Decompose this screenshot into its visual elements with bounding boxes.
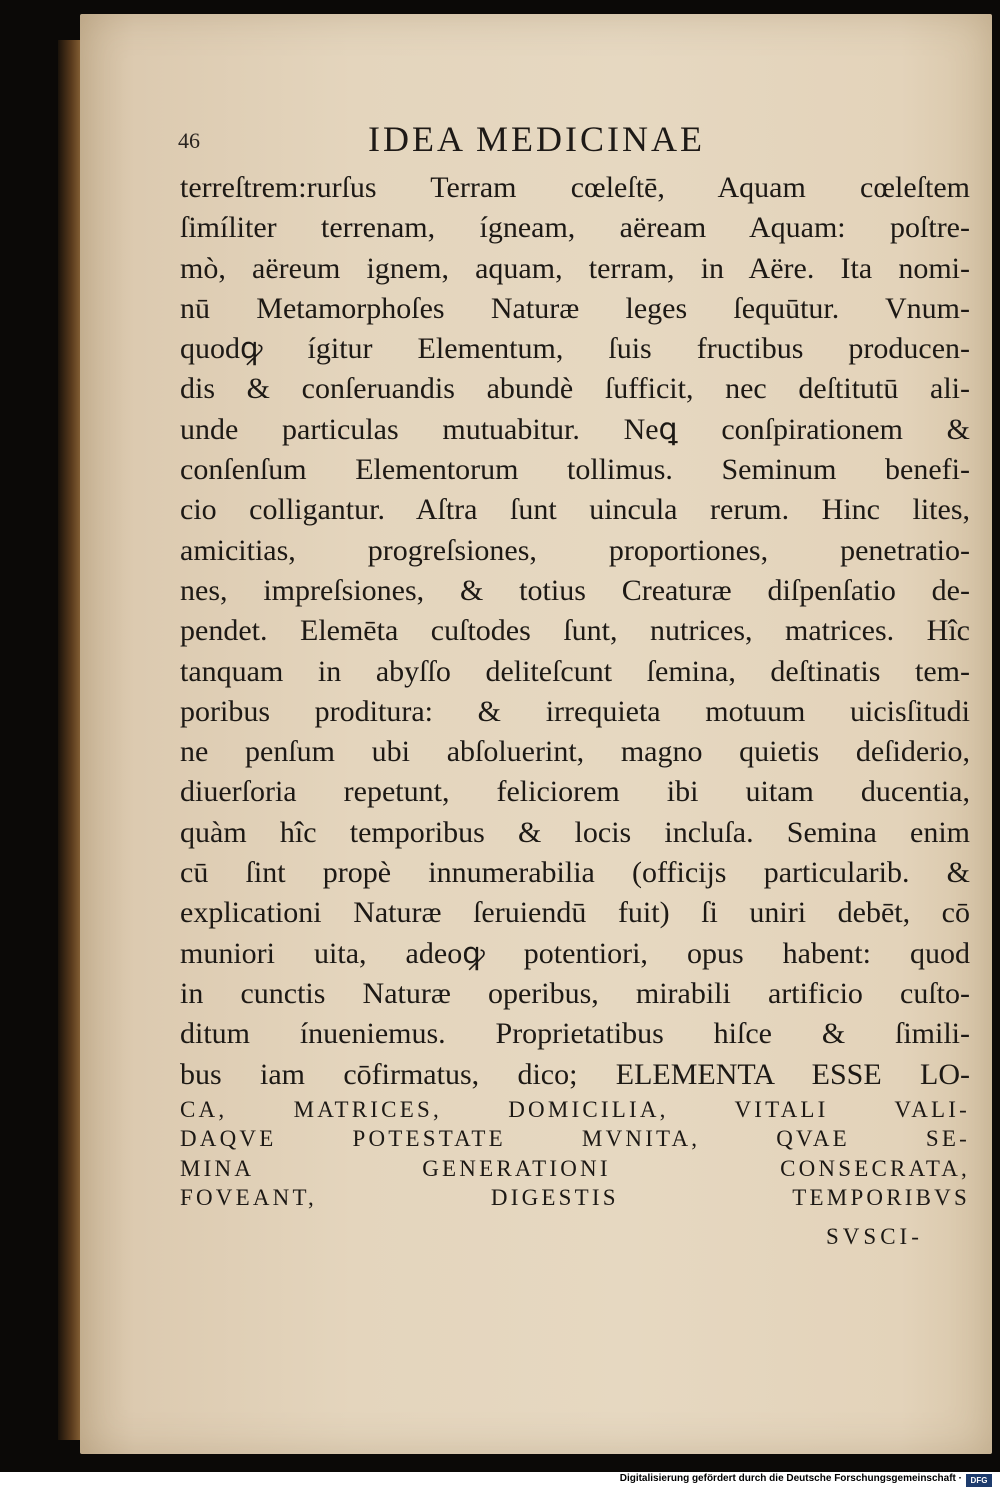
text-line: tanquam in abyſſo delitеſcunt ſemina, deſtinatis tem- — [180, 654, 970, 688]
text-line: cio colligantur. Aſtra ſunt uincula rerum. Hinc lites, — [180, 493, 970, 527]
page-number: 46 — [178, 128, 200, 153]
running-head — [178, 118, 938, 168]
footer-bar — [0, 1472, 1000, 1490]
text-line: ſimíliter terrenam, ígneam, aëream Aquam: poſtre- — [180, 211, 970, 245]
text-line: muniori uita, adeoꝙ potentiori, opus habent: quod — [180, 936, 970, 970]
text-line: ditum ínueniemus. Proprietatibus hiſce & ſimili- — [180, 1017, 970, 1051]
catchword: SVSCI- — [826, 1224, 923, 1249]
text-line: diuerſoria repetunt, feliciorem ibi uitam ducentia, — [180, 775, 970, 809]
caps-line: FOVEANT, DIGESTIS TEMPORIBVS — [180, 1185, 970, 1211]
text-line: terreſtrem:rurſus Terram cœleſtē, Aquam cœleſtem — [180, 171, 970, 204]
caps-line: MINA GENERATIONI CONSECRATA, — [180, 1155, 970, 1181]
body-text — [180, 168, 970, 1213]
text-line: conſenſum Elementorum tollimus. Seminum benefi- — [180, 453, 970, 487]
text-line: poribus proditura: & irrequieta motuum uicisſitudi — [180, 694, 970, 728]
text-line: explicationi Naturæ ſeruiendū fuit) ſi uniri debēt, cō — [180, 896, 970, 930]
funding-credit: Digitalisierung gefördert durch die Deutsche Forschungsgemeinschaft · — [619, 1473, 962, 1484]
text-line: ne penſum ubi abſoluerint, magno quietis deſiderio, — [180, 735, 970, 769]
dfg-logo-icon: DFG — [966, 1474, 992, 1487]
text-line: in cunctis Naturæ operibus, mirabili artificio cuſto- — [180, 976, 970, 1010]
text-line: quodꝙ ígitur Elementum, ſuis fructibus producen- — [180, 332, 970, 366]
text-line: nū Metamorphoſes Naturæ leges ſequūtur. Vnum- — [180, 291, 970, 325]
text-line: cū ſint propè innumerabilia (officijs particularib. & — [180, 856, 970, 890]
running-title: IDEA MEDICINAE — [368, 119, 705, 159]
caps-line: CA, MATRICES, DOMICILIA, VITALI VALI- — [180, 1096, 970, 1122]
caps-line: DAQVE POTESTATE MVNITA, QVAE SE- — [180, 1126, 970, 1152]
text-line: nes, impreſsiones, & totius Creaturæ diſpenſatio de- — [180, 573, 970, 607]
text-line: pendet. Elemēta cuſtodes ſunt, nutrices, matrices. Hîc — [180, 614, 970, 648]
text-line: bus iam cōfirmatus, dico; ELEMENTA ESSE LO- — [180, 1057, 970, 1091]
text-line: unde particulas mutuabitur. Neꝗ conſpirationem & — [180, 412, 970, 446]
text-line: amicitias, progreſsiones, proportiones, penetratio- — [180, 533, 970, 567]
text-line: mò, aëreum ignem, aquam, terram, in Aëre. Ita nomi- — [180, 251, 970, 285]
text-line: dis & conſeruandis abundè ſufficit, nec deſtitutū ali- — [180, 372, 970, 406]
text-line: quàm hîc temporibus & locis incluſa. Semina enim — [180, 815, 970, 849]
